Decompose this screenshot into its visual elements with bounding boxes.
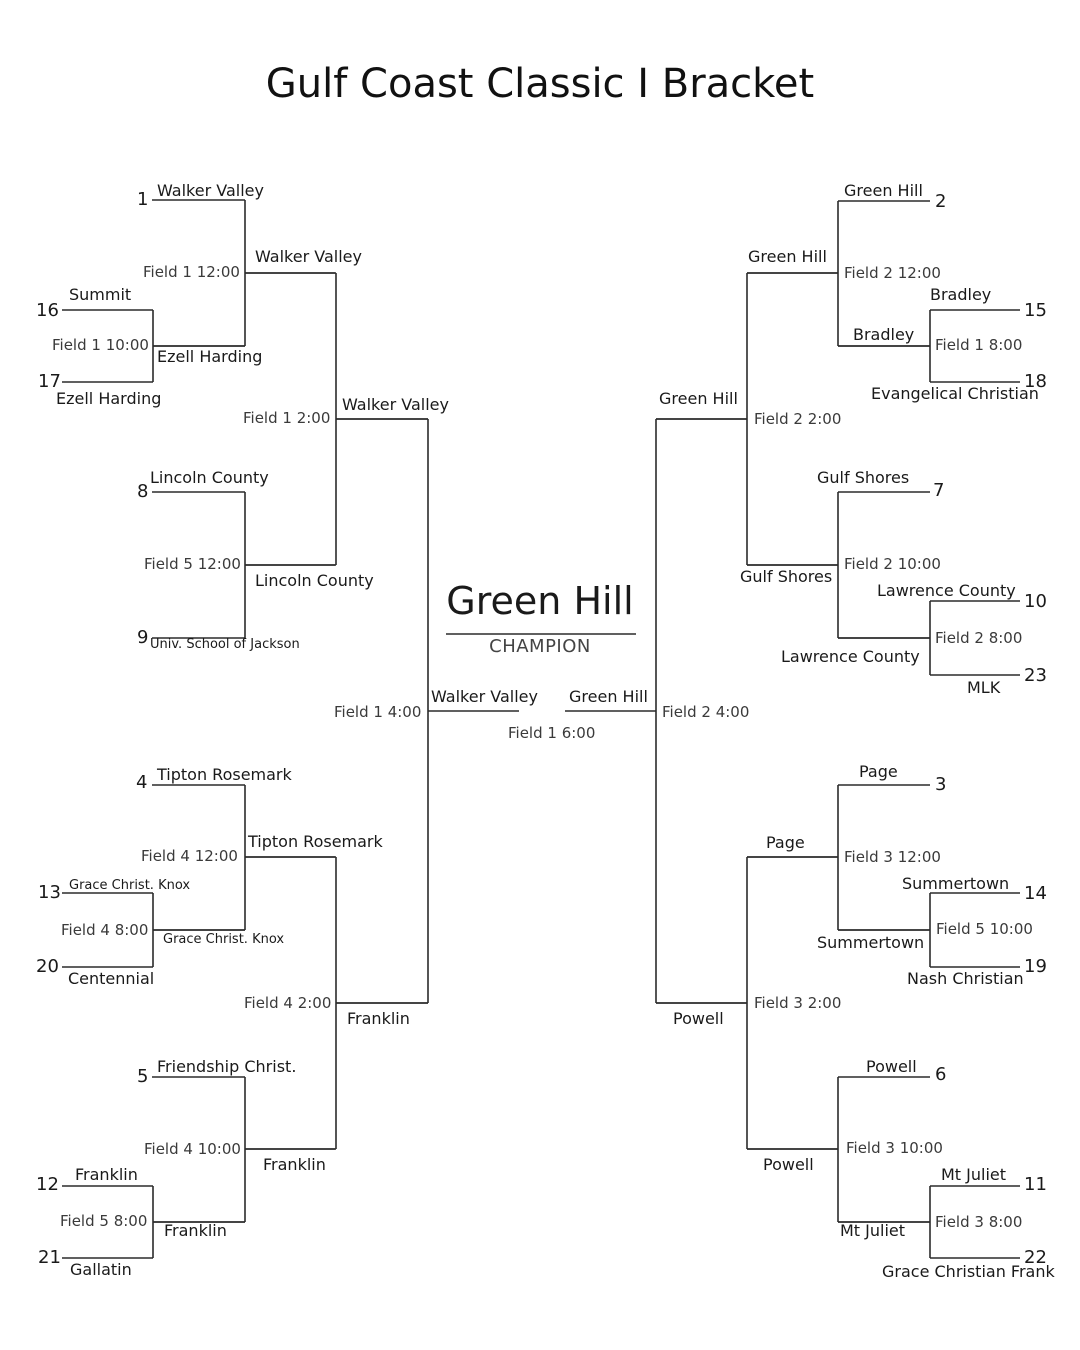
seed-number: 2: [935, 191, 947, 212]
team-slot: Page: [859, 762, 898, 781]
team-slot: Walker Valley: [157, 181, 264, 200]
seed-number: 14: [1024, 883, 1047, 904]
seed-number: 9: [137, 627, 149, 648]
seed-number: 11: [1024, 1174, 1047, 1195]
team-slot: Summertown: [817, 933, 925, 952]
team-slot: Walker Valley: [255, 247, 362, 266]
finalist-slot: Green Hill: [569, 687, 648, 706]
seed-number: 21: [38, 1247, 61, 1268]
seed-number: 23: [1024, 665, 1047, 686]
team-slot: Powell: [866, 1057, 917, 1076]
team-slot: Friendship Christ.: [157, 1057, 297, 1076]
team-slot: Lawrence County: [781, 647, 920, 666]
seed-number: 16: [36, 300, 59, 321]
team-slot: Walker Valley: [342, 395, 449, 414]
seed-number: 20: [36, 956, 59, 977]
team-slot: Nash Christian: [907, 969, 1024, 988]
team-slot: Green Hill: [659, 389, 738, 408]
game-time: Field 1 8:00: [935, 336, 1023, 354]
team-slot: Univ. School of Jackson: [150, 637, 300, 652]
champion-name: Green Hill: [446, 579, 634, 623]
team-slot: Franklin: [347, 1009, 410, 1028]
team-slot: Gallatin: [70, 1260, 132, 1279]
team-slot: Bradley: [930, 285, 992, 304]
seed-number: 17: [38, 371, 61, 392]
game-time: Field 2 4:00: [662, 703, 750, 721]
game-time: Field 3 10:00: [846, 1139, 943, 1157]
team-slot: Franklin: [75, 1165, 138, 1184]
team-slot: Page: [766, 833, 805, 852]
finalist-slot: Walker Valley: [431, 687, 538, 706]
game-time: Field 1 2:00: [243, 409, 331, 427]
seed-number: 13: [38, 882, 61, 903]
seed-number: 3: [935, 774, 947, 795]
game-time: Field 4 2:00: [244, 994, 332, 1012]
game-time: Field 2 8:00: [935, 629, 1023, 647]
game-time: Field 1 4:00: [334, 703, 422, 721]
team-slot: Powell: [763, 1155, 814, 1174]
team-slot: Bradley: [853, 325, 915, 344]
seed-number: 22: [1024, 1247, 1047, 1268]
team-slot: Franklin: [164, 1221, 227, 1240]
team-slot: Gulf Shores: [740, 567, 833, 586]
game-time: Field 5 8:00: [60, 1212, 148, 1230]
team-slot: Green Hill: [748, 247, 827, 266]
seed-number: 7: [933, 480, 945, 501]
game-time: Field 2 10:00: [844, 555, 941, 573]
team-slot: Gulf Shores: [817, 468, 910, 487]
seed-number: 12: [36, 1174, 59, 1195]
seed-number: 19: [1024, 956, 1047, 977]
game-time: Field 2 2:00: [754, 410, 842, 428]
team-slot: Powell: [673, 1009, 724, 1028]
game-time: Field 4 8:00: [61, 921, 149, 939]
team-slot: Summertown: [902, 874, 1010, 893]
game-time: Field 5 10:00: [936, 920, 1033, 938]
game-time: Field 1 10:00: [52, 336, 149, 354]
game-time: Field 3 8:00: [935, 1213, 1023, 1231]
seed-number: 18: [1024, 371, 1047, 392]
game-time: Field 3 12:00: [844, 848, 941, 866]
champion-label: CHAMPION: [489, 636, 591, 657]
game-time: Field 3 2:00: [754, 994, 842, 1012]
seed-number: 5: [137, 1066, 149, 1087]
team-slot: Tipton Rosemark: [248, 832, 383, 851]
team-slot: Grace Christ. Knox: [69, 878, 191, 893]
team-slot: Ezell Harding: [56, 389, 162, 408]
seed-number: 8: [137, 481, 149, 502]
team-slot: MLK: [967, 678, 1001, 697]
final-game-time: Field 1 6:00: [508, 724, 596, 742]
game-time: Field 4 10:00: [144, 1140, 241, 1158]
team-slot: Grace Christian Frank: [882, 1262, 1055, 1281]
team-slot: Summit: [69, 285, 132, 304]
team-slot: Centennial: [68, 969, 155, 988]
seed-number: 10: [1024, 591, 1047, 612]
team-slot: Grace Christ. Knox: [163, 932, 285, 947]
game-time: Field 4 12:00: [141, 847, 238, 865]
seed-number: 6: [935, 1064, 947, 1085]
seed-number: 4: [136, 772, 148, 793]
team-slot: Lincoln County: [255, 571, 374, 590]
seed-number: 15: [1024, 300, 1047, 321]
seed-number: 1: [137, 189, 149, 210]
game-time: Field 5 12:00: [144, 555, 241, 573]
team-slot: Lincoln County: [150, 468, 269, 487]
team-slot: Mt Juliet: [840, 1221, 906, 1240]
team-slot: Lawrence County: [877, 581, 1016, 600]
game-time: Field 1 12:00: [143, 263, 240, 281]
team-slot: Mt Juliet: [941, 1165, 1007, 1184]
team-slot: Evangelical Christian: [871, 384, 1039, 403]
game-time: Field 2 12:00: [844, 264, 941, 282]
team-slot: Franklin: [263, 1155, 326, 1174]
team-slot: Ezell Harding: [157, 347, 263, 366]
team-slot: Green Hill: [844, 181, 923, 200]
team-slot: Tipton Rosemark: [157, 765, 292, 784]
bracket-title: Gulf Coast Classic I Bracket: [265, 61, 815, 107]
